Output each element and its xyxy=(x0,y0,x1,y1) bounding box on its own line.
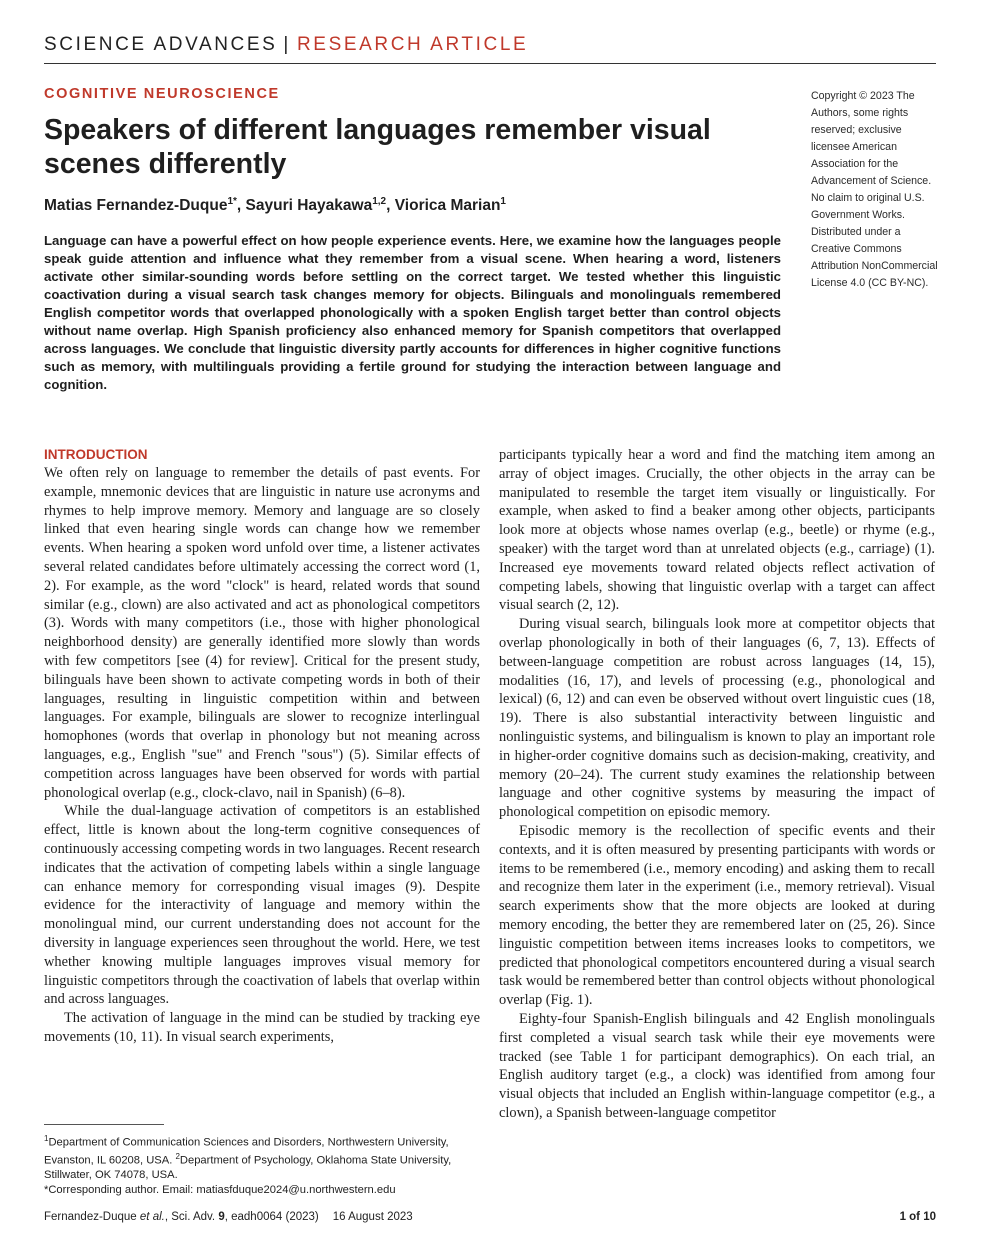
body-paragraph: During visual search, bilinguals look more at competitor objects that overlap phonologically in both of their languages (6, 7, 13). Effects of between-language competition are robust across languages (14, 15), modalities (16, 17), and levels of processing (e.g., phonological and lexical) (6, 12) and can even be observed without overt linguistic cues (18, 19). There is also substantial interactivity between linguistic and nonlinguistic systems, and bilingualism is known to play an important role in higher-order cognitive domains such as decision-making, creativity, and memory (20–24). The current study examines the relationship between language and other cognitive systems by measuring the impact of phonological competition on episodic memory. xyxy=(499,616,935,821)
body-paragraph: We often rely on language to remember the details of past events. For example, mnemonic devices that are linguistic in nature use acronyms and rhymes to help improve memory. Memory and language are so closely linked that even hearing single words can change how we remember events. When hearing a spoken word unfold over time, a listener activates several related candidates before ultimately accessing the correct word (1, 2). For example, as the word "clock" is heard, related words that sound similar (e.g., clown) are also activated and act as phonological competitors (3). Words with many competitors (i.e., those with higher phonological neighborhood density) are generally identified more slowly than words with few competitors [see (4) for review]. Critical for the present study, bilinguals have been shown to activate competing words in both of their languages, resulting in linguistic competition within and between languages. For example, bilinguals are slower to recognize interlingual homophones (words that overlap in phonology but not meaning across languages, e.g., English "sue" and French "sous") (5). Similar effects of competition across languages have been observed for words with partial phonological overlap (e.g., clock-clavo, nail in Spanish) (6–8). xyxy=(44,465,480,801)
affiliation-mark: 1 xyxy=(44,1134,49,1143)
citation-article-id: , eadh0064 (2023) xyxy=(224,1211,319,1223)
body-column-left xyxy=(44,446,480,1047)
corresponding-author: *Corresponding author. Email: matiasfduque2024@u.northwestern.edu xyxy=(44,1183,396,1196)
author-affiliation-mark: 1,2 xyxy=(372,196,387,207)
citation-etal: et al. xyxy=(139,1211,165,1223)
citation-volume: 9 xyxy=(218,1211,225,1223)
publication-date: 16 August 2023 xyxy=(332,1211,413,1223)
body-paragraph: While the dual-language activation of competitors is an established effect, little is known about the long-term cognitive consequences of continuously accessing competing words in two languages. Recent research indicates that the activation of competing labels within a single language can enhance memory for corresponding visual images (9). Despite evidence for the interactivity of language and memory within the monolingual mind, our current understanding does not account for the diversity in language experiences seen throughout the world. Here, we test whether knowing multiple languages improves visual memory for linguistic competitors through the coactivation of labels that overlap within and across languages. xyxy=(44,803,480,1008)
section-heading-introduction: INTRODUCTION xyxy=(44,447,148,462)
journal-header xyxy=(44,34,936,56)
body-paragraph: Eighty-four Spanish-English bilinguals and 42 English monolinguals first completed a visual search task while their eye movements were tracked (see Table 1 for participant demographics). On each trial, an English auditory target (e.g., a clock) was identified from among four visual objects that included an English within-language competitor (e.g., a clown), a Spanish between-language competitor xyxy=(499,1010,935,1121)
copyright-notice: Copyright © 2023 The Authors, some rights reserved; exclusive licensee American Association for the Advancement of Science. No claim to original U.S. Government Works. Distributed under a Creative Commons Attribution NonCommercial License 4.0 (CC BY-NC). xyxy=(811,90,938,289)
section-label: COGNITIVE NEUROSCIENCE xyxy=(44,86,280,102)
footnote-rule xyxy=(44,1124,164,1125)
header-rule xyxy=(44,63,936,64)
author-list xyxy=(44,196,506,215)
author-affiliation-mark: 1 xyxy=(500,196,506,207)
citation-footer xyxy=(44,1211,413,1223)
author-separator: , xyxy=(386,197,395,215)
article-type: RESEARCH ARTICLE xyxy=(296,34,529,55)
author-name: Matias Fernandez-Duque xyxy=(44,197,228,215)
body-paragraph: participants typically hear a word and find the matching item among an array of object images. Crucially, the other objects in the array can be manipulated to resemble the target item visually or linguistically. For example, when asked to find a beaker among other objects, participants look more at objects whose names overlap (e.g., beetle) or rhyme (e.g., speaker) with the target word than at unrelated objects (e.g., carriage) (1). Increased eye movements toward related objects reflect activation of competing labels, showing that linguistic overlap with a target can affect visual search (2, 12). xyxy=(499,447,935,614)
journal-name: SCIENCE ADVANCES xyxy=(44,34,278,55)
author-affiliation-mark: 1* xyxy=(227,196,237,207)
author-separator: , xyxy=(236,197,246,215)
author-name: Viorica Marian xyxy=(394,197,501,215)
affiliation: Department of Communication Sciences and Disorders, Northwestern University, Evanston, IL 60208, USA. xyxy=(44,1136,449,1167)
page-number: 1 of 10 xyxy=(899,1211,936,1223)
body-paragraph: The activation of language in the mind can be studied by tracking eye movements (10, 11). In visual search experiments, xyxy=(44,1010,480,1045)
footnotes xyxy=(44,1132,484,1197)
article-title: Speakers of different languages remember visual scenes differently xyxy=(44,114,711,180)
citation-journal: , Sci. Adv. xyxy=(164,1211,219,1223)
body-column-right xyxy=(499,446,935,1123)
author-name: Sayuri Hayakawa xyxy=(245,197,373,215)
affiliation-mark: 2 xyxy=(175,1152,180,1162)
header-separator: | xyxy=(283,34,291,55)
affiliation: Department of Psychology, Oklahoma State University, Stillwater, OK 74078, USA. xyxy=(44,1154,452,1182)
affiliations xyxy=(44,1132,484,1183)
citation-author: Fernandez-Duque xyxy=(44,1211,140,1223)
body-paragraph: Episodic memory is the recollection of specific events and their contexts, and it is often measured by presenting participants with words or items to be remembered (i.e., memory encoding) and asking them to recall and recognize them later in the experiment (i.e., memory retrieval). Visual search experiments show that the more objects are looked at during memory encoding, the better they are remembered later on (25, 26). Since linguistic competition between items increases looks to competitors, we predicted that phonological competitors encountered during a visual search task would be remembered better than control objects without phonological overlap (Fig. 1). xyxy=(499,822,935,1009)
abstract: Language can have a powerful effect on how people experience events. Here, we examine how the languages people speak guide attention and influence what they remember from a visual scene. When hearing a word, listeners activate other similar-sounding words before settling on the correct target. We tested whether this linguistic coactivation during a visual search task changes memory for objects. Bilinguals and monolinguals remembered English competitor words that overlapped phonologically with a spoken English target better than control objects without name overlap. High Spanish proficiency also enhanced memory for Spanish competitors that overlapped across languages. We conclude that linguistic diversity partly accounts for differences in higher cognitive functions such as memory, with multilinguals providing a fertile ground for studying the interaction between language and cognition. xyxy=(44,233,781,392)
